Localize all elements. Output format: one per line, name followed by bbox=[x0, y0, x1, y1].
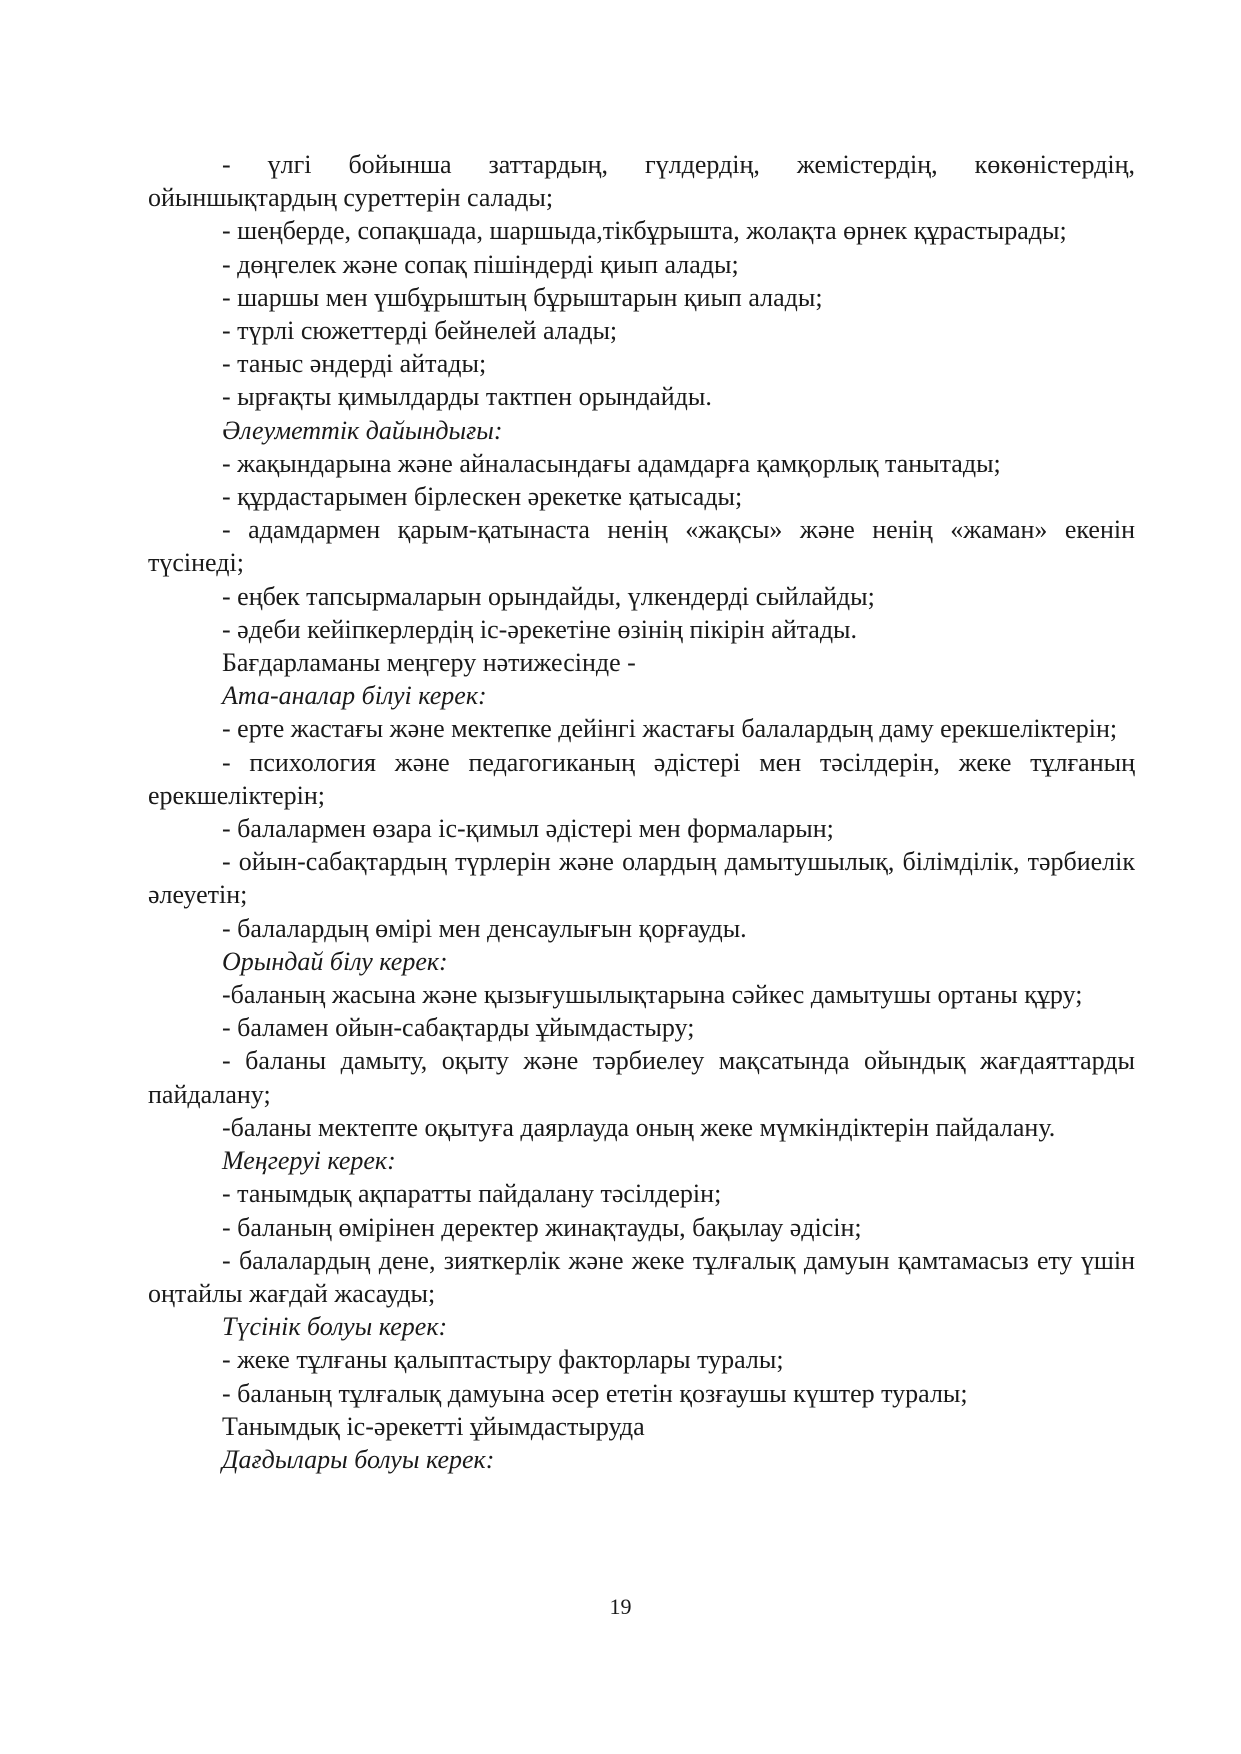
paragraph-7: - ырғақты қимылдарды тактпен орындайды. bbox=[222, 382, 712, 412]
paragraph-18: - балалармен өзара іс-қимыл әдістері мен формаларын; bbox=[222, 814, 834, 844]
section-heading-social: Әлеуметтік дайындығы: bbox=[222, 415, 503, 445]
paragraph-12: - еңбек тапсырмаларын орындайды, үлкендерді сыйлайды; bbox=[222, 581, 875, 611]
section-heading-skills: Дағдылары болуы керек: bbox=[222, 1444, 495, 1474]
paragraph-9: - жақындарына және айналасындағы адамдарға қамқорлық танытады; bbox=[222, 448, 1001, 478]
page-body bbox=[148, 148, 1135, 1476]
section-heading-master: Меңгеруі керек: bbox=[222, 1146, 396, 1176]
paragraph-22: -баланың жасына және қызығушылықтарына сәйкес дамытушы ортаны құру; bbox=[222, 980, 1083, 1010]
paragraph-23: - баламен ойын-сабақтарды ұйымдастыру; bbox=[222, 1013, 695, 1043]
paragraph-6: - таныс әндерді айтады; bbox=[222, 349, 487, 379]
paragraph-19: - ойын-сабақтардың түрлерін және олардың дамытушылық, білімділік, тәрбиелік әлеуетін; bbox=[148, 847, 1135, 910]
paragraph-13: - әдеби кейіпкерлердің іс-әрекетіне өзінің пікірін айтады. bbox=[222, 614, 858, 644]
paragraph-14: Бағдарламаны меңгеру нәтижесінде - bbox=[222, 648, 636, 678]
section-heading-able-to: Орындай білу керек: bbox=[222, 946, 448, 976]
paragraph-27: - танымдық ақпаратты пайдалану тәсілдерін; bbox=[222, 1179, 722, 1209]
page-number: 19 bbox=[609, 1594, 632, 1619]
paragraph-1: - үлгі бойынша заттардың, гүлдердің, жемістердің, көкөністердің, ойыншықтардың суреттерін салады; bbox=[148, 150, 1135, 213]
paragraph-16: - ерте жастағы және мектепке дейінгі жастағы балалардың даму ерекшеліктерін; bbox=[222, 714, 1118, 744]
paragraph-2: - шеңберде, сопақшада, шаршыда,тікбұрышта, жолақта өрнек құрастырады; bbox=[222, 216, 1067, 246]
paragraph-31: - жеке тұлғаны қалыптастыру факторлары туралы; bbox=[222, 1345, 784, 1375]
paragraph-29: - балалардың дене, зияткерлік және жеке тұлғалық дамуын қамтамасыз ету үшін оңтайлы жағдай жасауды; bbox=[148, 1245, 1135, 1308]
paragraph-24: - баланы дамыту, оқыту және тәрбиелеу мақсатында ойындық жағдаяттарды пайдалану; bbox=[148, 1046, 1135, 1109]
paragraph-25: -баланы мектепте оқытуға даярлауда оның жеке мүмкіндіктерін пайдалану. bbox=[222, 1112, 1056, 1142]
paragraph-20: - балалардың өмірі мен денсаулығын қорғауды. bbox=[222, 913, 747, 943]
paragraph-3: - дөңгелек және сопақ пішіндерді қиып алады; bbox=[222, 249, 739, 279]
paragraph-17: - психология және педагогиканың әдістері мен тәсілдерін, жеке тұлғаның ерекшеліктерін; bbox=[148, 747, 1135, 810]
paragraph-11: - адамдармен қарым-қатынаста ненің «жақсы» және ненің «жаман» екенін түсінеді; bbox=[148, 515, 1135, 578]
paragraph-4: - шаршы мен үшбұрыштың бұрыштарын қиып алады; bbox=[222, 282, 823, 312]
section-heading-understanding: Түсінік болуы керек: bbox=[222, 1312, 448, 1342]
paragraph-33: Танымдық іс-әрекетті ұйымдастыруда bbox=[222, 1411, 645, 1441]
paragraph-28: - баланың өмірінен деректер жинақтауды, бақылау әдісін; bbox=[222, 1212, 862, 1242]
paragraph-32: - баланың тұлғалық дамуына әсер ететін қозғаушы күштер туралы; bbox=[222, 1378, 968, 1408]
paragraph-5: - түрлі сюжеттерді бейнелей алады; bbox=[222, 316, 618, 346]
paragraph-10: - құрдастарымен бірлескен әрекетке қатысады; bbox=[222, 482, 743, 512]
section-heading-parents-know: Ата-аналар білуі керек: bbox=[222, 681, 487, 711]
